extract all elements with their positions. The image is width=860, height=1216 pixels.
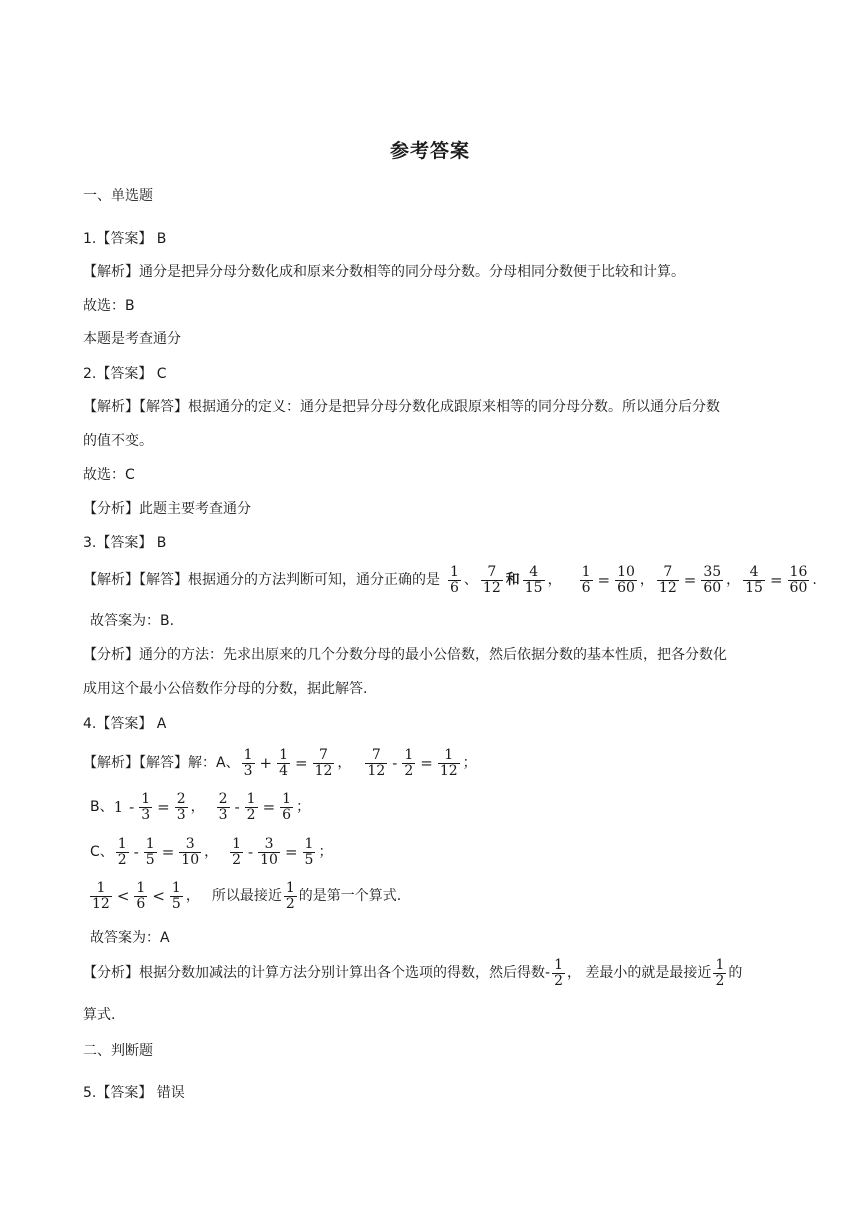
q1-answer: 1.【答案】 B <box>83 231 167 247</box>
fraction: $\frac{1}{5}$ <box>145 835 155 868</box>
q3-explanation-text: 【解析】【解答】根据通分的方法判断可知，通分正确的是 <box>83 572 440 588</box>
conjunction: 和 <box>505 572 520 588</box>
q4-analysis-line1 <box>83 955 742 991</box>
q5-answer: 5.【答案】 错误 <box>83 1085 185 1101</box>
q4-option-c-expr <box>114 837 334 868</box>
minus-sign: - <box>392 754 398 772</box>
punctuation: ， <box>547 572 562 588</box>
q4-option-c <box>90 834 333 870</box>
q1-note: 本题是考查通分 <box>83 331 181 347</box>
q1-explanation: 【解析】通分是把异分母分数化成和原来分数相等的同分母分数。分母相同分数便于比较和计算。 <box>83 264 685 280</box>
fraction: $\frac{2}{3}$ <box>218 790 228 823</box>
punctuation: ； <box>462 755 477 771</box>
q2-analysis: 【分析】此题主要考查通分 <box>83 501 251 517</box>
q2-explanation-line1: 【解析】【解答】根据通分的定义：通分是把异分母分数化成跟原来相等的同分母分数。所以通分后分数 <box>83 399 720 415</box>
minus-sign: - <box>133 843 139 861</box>
q4-analysis-text: 【分析】根据分数加减法的计算方法分别计算出各个选项的得数，然后得数- <box>83 965 551 981</box>
number: 1 <box>113 798 124 816</box>
q4-option-b-expr <box>114 792 311 823</box>
q4-choice: 故答案为：A <box>90 930 170 946</box>
punctuation: ， <box>337 755 352 771</box>
punctuation: ， <box>190 799 205 815</box>
q4-answer: 4.【答案】 A <box>83 716 167 732</box>
fraction: $\frac{35}{60}$ <box>703 563 722 596</box>
fraction: $\frac{4}{15}$ <box>745 563 763 596</box>
minus-sign: - <box>129 798 135 816</box>
fraction: $\frac{1}{2}$ <box>232 835 242 868</box>
fraction: $\frac{2}{3}$ <box>176 790 186 823</box>
fraction: $\frac{1}{12}$ <box>439 746 458 779</box>
q3-answer: 3.【答案】 B <box>83 535 167 551</box>
punctuation: 、 <box>463 572 478 588</box>
q3-explanation <box>83 562 818 598</box>
q4-conclusion-text-end: 的是第一个算式. <box>298 888 402 904</box>
fraction: $\frac{1}{5}$ <box>171 879 181 912</box>
minus-sign: - <box>248 843 254 861</box>
fraction: $\frac{3}{10}$ <box>181 835 200 868</box>
equals-sign: = <box>683 571 697 589</box>
punctuation: . <box>812 572 817 588</box>
fraction: $\frac{1}{2}$ <box>554 956 563 989</box>
punctuation: ， <box>726 572 741 588</box>
equals-sign: = <box>161 843 175 861</box>
less-than-sign: < <box>116 887 130 905</box>
equals-sign: = <box>284 843 298 861</box>
fraction: $\frac{7}{12}$ <box>482 563 501 596</box>
fraction: $\frac{1}{6}$ <box>136 879 146 912</box>
fraction: $\frac{1}{6}$ <box>282 790 292 823</box>
q2-explanation-line2: 的值不变。 <box>83 433 153 449</box>
fraction: $\frac{1}{3}$ <box>243 746 253 779</box>
q2-answer: 2.【答案】 C <box>83 366 167 382</box>
q4-option-c-label: C、 <box>90 844 114 860</box>
equals-sign: = <box>157 798 170 816</box>
fraction: $\frac{1}{12}$ <box>92 879 110 912</box>
fraction: $\frac{1}{6}$ <box>581 563 591 596</box>
fraction: $\frac{7}{12}$ <box>367 746 386 779</box>
fraction: $\frac{16}{60}$ <box>789 563 808 596</box>
q4-comparison-expr <box>88 881 212 912</box>
q4-option-a-expr <box>240 748 478 779</box>
punctuation: ， <box>204 844 219 860</box>
q3-analysis-line2: 成用这个最小公倍数作分母的分数，据此解答. <box>83 681 368 697</box>
q4-option-a-label: 【解析】【解答】解：A、 <box>83 755 240 771</box>
fraction: $\frac{4}{15}$ <box>524 563 543 596</box>
fraction: $\frac{1}{6}$ <box>450 563 459 596</box>
less-than-sign: < <box>152 887 165 905</box>
equals-sign: = <box>295 754 308 772</box>
section-heading-single-choice: 一、单选题 <box>83 188 153 204</box>
fraction: $\frac{7}{12}$ <box>314 746 333 779</box>
fraction: $\frac{1}{5}$ <box>304 835 314 868</box>
q2-choice: 故选：C <box>83 467 135 483</box>
fraction: $\frac{3}{10}$ <box>260 835 278 868</box>
equals-sign: = <box>262 798 276 816</box>
fraction: $\frac{10}{60}$ <box>617 563 635 596</box>
fraction: $\frac{1}{2}$ <box>246 790 256 823</box>
fraction: $\frac{1}{2}$ <box>285 879 295 912</box>
q4-comparison <box>88 878 401 914</box>
equals-sign: = <box>769 571 783 589</box>
q4-option-b-label: B、 <box>90 799 114 815</box>
q4-analysis-text-mid: ， 差最小的就是最接近 <box>566 965 712 981</box>
fraction: $\frac{1}{2}$ <box>715 956 725 989</box>
section-heading-true-false: 二、判断题 <box>83 1043 153 1059</box>
q3-choice: 故答案为：B. <box>90 613 175 629</box>
fraction: $\frac{7}{12}$ <box>658 563 677 596</box>
q4-option-a <box>83 745 478 781</box>
minus-sign: - <box>234 798 240 816</box>
q4-option-b <box>90 789 311 825</box>
fraction: $\frac{1}{2}$ <box>117 835 127 868</box>
equals-sign: = <box>597 571 611 589</box>
page-title: 参考答案 <box>389 140 470 162</box>
punctuation: ， <box>639 572 654 588</box>
q3-analysis-line1: 【分析】通分的方法：先求出原来的几个分数分母的最小公倍数，然后依据分数的基本性质，把各分数化 <box>83 647 727 663</box>
punctuation: ； <box>296 799 311 815</box>
fraction: $\frac{1}{2}$ <box>404 746 414 779</box>
q4-analysis-text-end: 的 <box>728 965 743 981</box>
q3-fraction-list <box>446 565 818 596</box>
q1-choice: 故选：B <box>83 298 135 314</box>
q4-conclusion-text: 所以最接近 <box>211 888 282 904</box>
punctuation: ， <box>185 888 200 904</box>
q4-analysis-line2: 算式. <box>83 1007 116 1023</box>
equals-sign: = <box>420 754 433 772</box>
fraction: $\frac{1}{4}$ <box>279 746 288 779</box>
plus-sign: + <box>259 754 273 772</box>
punctuation: ； <box>318 844 333 860</box>
fraction: $\frac{1}{3}$ <box>141 790 151 823</box>
